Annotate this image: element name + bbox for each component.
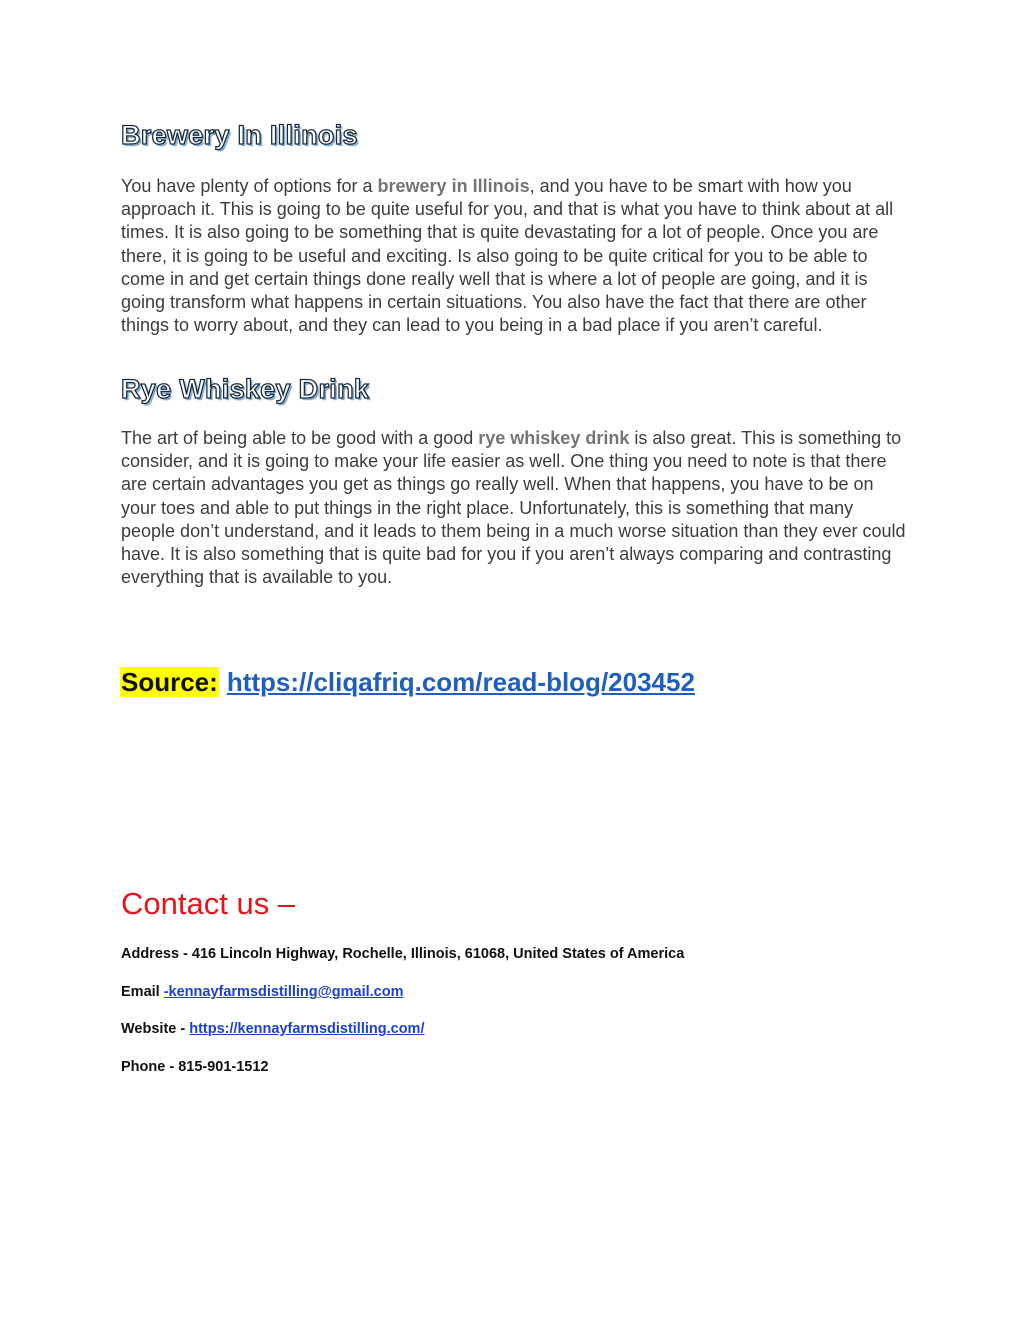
- paragraph-text-end: is also great. This is something to consider, and it is going to make your life easier as well. One thing you need to note is that there are certain advantages you get as things go really well. When that happens, you have to be on your toes and able to put things in the right place. Unfortunately, this is something that many people don’t understand, and it leads to them being in a much worse situation than they ever could have. It is also something that is quite bad for you if you aren’t always comparing and contrasting everything that is available to you.: [121, 428, 906, 588]
- paragraph-text-start: You have plenty of options for a: [121, 176, 378, 196]
- contact-address: [121, 946, 684, 962]
- paragraph-text-end: , and you have to be smart with how you approach it. This is going to be quite useful for you, and that is what you have to think about at all times. It is also going to be something that is quite devastating for a lot of people. Once you are there, it is going to be useful and exciting. Is also going to be quite critical for you to be able to come in and get certain things done really well that is where a lot of people are going, and it is going transform what happens in certain situations. You also have the fact that there are other things to worry about, and they can lead to you being in a bad place if you aren’t careful.: [121, 176, 894, 336]
- address-value: 416 Lincoln Highway, Rochelle, Illinois, 61068, United States of America: [191, 946, 685, 962]
- section-heading-brewery: Brewery In Illinois: [121, 120, 358, 150]
- paragraph-brewery: [121, 175, 911, 337]
- source-link[interactable]: https://cliqafriq.com/read-blog/203452: [226, 667, 695, 697]
- email-link[interactable]: -kennayfarmsdistilling@gmail.com: [163, 984, 404, 1000]
- paragraph-text-start: The art of being able to be good with a good: [121, 428, 479, 448]
- contact-website: [121, 1021, 424, 1037]
- source-line: [120, 664, 695, 700]
- contact-phone: [121, 1059, 269, 1075]
- source-label: Source:: [121, 667, 218, 697]
- contact-heading: Contact us –: [121, 886, 296, 921]
- phone-label: Phone -: [121, 1059, 179, 1075]
- paragraph-rye-whiskey: [121, 427, 911, 589]
- keyword-rye-whiskey-drink: rye whiskey drink: [478, 428, 630, 448]
- phone-value: 815-901-1512: [178, 1059, 269, 1075]
- address-label: Address -: [121, 946, 192, 962]
- section-heading-rye-whiskey: Rye Whiskey Drink: [121, 374, 370, 404]
- contact-email: [121, 984, 403, 1000]
- website-label: Website -: [121, 1021, 190, 1037]
- keyword-brewery-in-illinois: brewery in Illinois: [377, 176, 530, 196]
- email-label: Email: [121, 984, 164, 1000]
- website-link[interactable]: https://kennayfarmsdistilling.com/: [189, 1021, 425, 1037]
